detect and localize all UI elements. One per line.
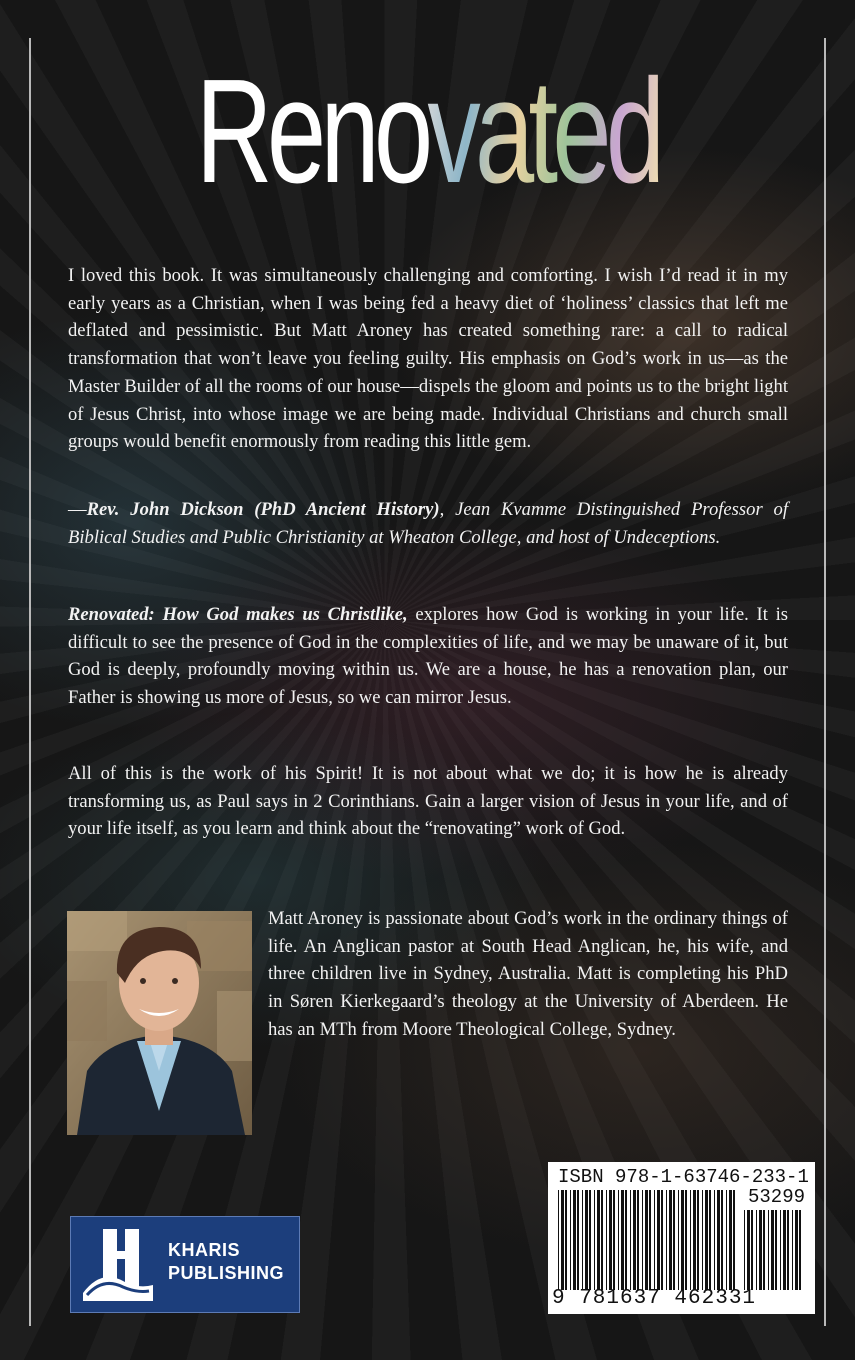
price-code: 53299 [747,1186,805,1208]
left-trim-line [29,38,31,1326]
attribution-separator: , [439,499,456,520]
publisher-name [168,1239,284,1285]
endorsement-text: I loved this book. It was simultaneously challenging and comforting. I wish I’d read it in my early years as a Christian, when I was being fed a heavy diet of ‘holiness’ classics that left me deflated and pessimistic. But Matt Aroney has created something rare: a call to radical transformation that won’t leave you feeling guilty. His emphasis on God’s work in us—as the Master Builder of all the rooms of our house—dispels the gloom and points us to the bright light of Jesus Christ, into whose image we are being made. Individual Christians and church small groups would benefit enormously from reading this little gem. [68,265,788,453]
addon-barcode-bars [744,1210,806,1290]
publisher-logo [70,1216,300,1313]
isbn-text: ISBN 978-1-63746-233-1 [558,1166,809,1188]
attribution-dash: — [68,499,87,520]
isbn-barcode [548,1162,815,1314]
endorsement-attribution [68,496,788,551]
publisher-name-line1: KHARIS [168,1240,241,1260]
description-text: explores how God is working in your life. It is difficult to see the presence of God in the complexities of life, and we may be unaware of it, but God is deeply, profoundly moving within us. We are a house, he has a renovation plan, our Father is showing us more of Jesus, so we can mirror Jesus. [68,604,789,709]
book-title-accent: vated [427,49,660,214]
book-title [120,49,736,214]
ean-digits: 9 781637 462331 [552,1287,757,1310]
endorser-role: Jean Kvamme Distinguished Professor of Biblical Studies and Public Christianity at Wheaton College, and host of Undeceptions. [68,499,789,548]
right-trim-line [824,38,826,1326]
book-description [68,601,788,712]
endorser-name: Rev. John Dickson (PhD Ancient History) [86,499,440,520]
description-book-title: Renovated: How God makes us Christlike, [68,604,408,625]
ean-barcode-bars [558,1190,738,1290]
book-summary: All of this is the work of his Spirit! It is not about what we do; it is how he is already transforming us, as Paul says in 2 Corinthians. Gain a larger vision of Jesus in your life, and of your life itself, as you learn and think about the “renovating” work of God. [68,763,788,840]
kharis-logo-icon [83,1229,153,1301]
publisher-name-line2: PUBLISHING [168,1263,285,1283]
book-title-main: Reno [195,49,428,214]
author-bio: Matt Aroney is passionate about God’s work in the ordinary things of life. An Anglican pastor at South Head Anglican, he, his wife, and three children live in Sydney, Australia. Matt is completing his PhD in Søren Kierkegaard’s theology at the University of Aberdeen. He has an MTh from Moore Theological College, Sydney. [268,908,788,1040]
author-photo [67,911,252,1135]
